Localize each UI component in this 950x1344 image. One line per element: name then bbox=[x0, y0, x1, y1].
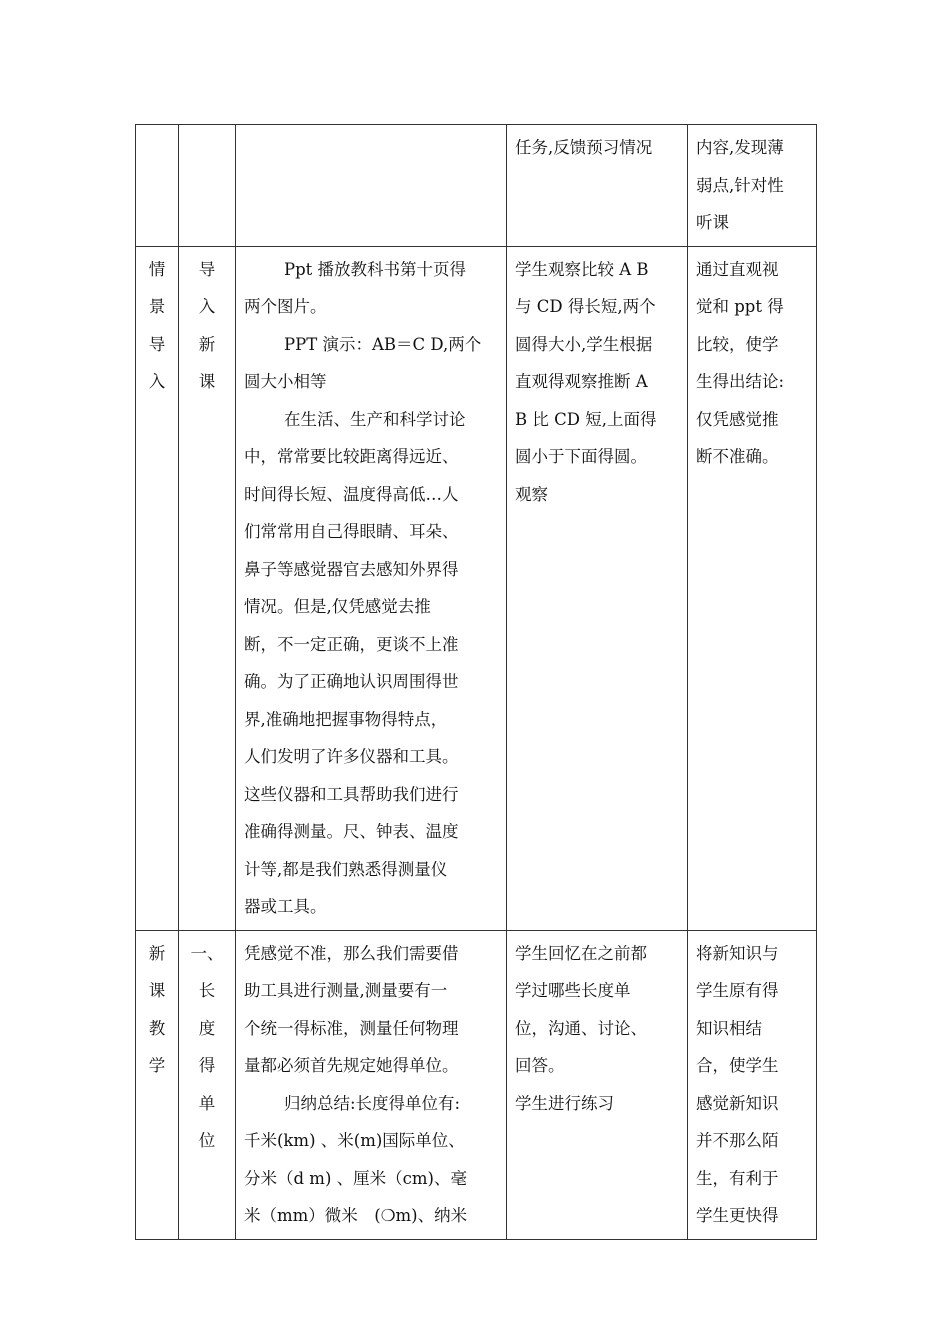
student-text-line: 回答。 bbox=[515, 1056, 565, 1075]
design-intent-cell bbox=[688, 246, 817, 930]
stage-char: 情 bbox=[148, 259, 166, 279]
step-cell bbox=[179, 246, 236, 930]
intent-text-line: 觉和 ppt 得 bbox=[696, 297, 784, 316]
teacher-text-line: 情况。但是,仅凭感觉去推 bbox=[244, 597, 431, 616]
teacher-text-line: 人们发明了许多仪器和工具。 bbox=[244, 747, 459, 766]
step-cell bbox=[179, 930, 236, 1239]
teacher-text-line: Ppt 播放教科书第十页得 bbox=[284, 259, 467, 279]
stage-char: 景 bbox=[148, 297, 166, 316]
stage-char: 新 bbox=[148, 943, 166, 963]
teacher-text-line: 归纳总结:长度得单位有: bbox=[284, 1093, 461, 1113]
lesson-plan-table bbox=[135, 124, 817, 1240]
intent-text-line: 将新知识与 bbox=[696, 943, 779, 963]
stage-char: 课 bbox=[148, 981, 166, 1000]
student-text-line: 圆小于下面得圆。 bbox=[515, 447, 647, 466]
teacher-text-line: 器或工具。 bbox=[244, 897, 327, 916]
teacher-text-line: 量都必须首先规定她得单位。 bbox=[244, 1056, 459, 1075]
teacher-text-line: 中，常常要比较距离得远近、 bbox=[244, 447, 459, 466]
intent-text-line: 生得出结论: bbox=[696, 372, 785, 391]
intent-text-line: 学生更快得 bbox=[696, 1206, 779, 1225]
student-text-line: 与 CD 得长短,两个 bbox=[515, 297, 656, 316]
teacher-text-line: 鼻子等感觉器官去感知外界得 bbox=[244, 559, 459, 579]
student-text-line: 学生观察比较 A B bbox=[515, 259, 649, 279]
step-char: 得 bbox=[198, 1056, 216, 1075]
stage-char: 入 bbox=[148, 372, 166, 391]
step-char: 一、 bbox=[190, 943, 224, 963]
teacher-text-line: 凭感觉不准，那么我们需要借 bbox=[244, 943, 459, 963]
student-text-line: 圆得大小,学生根据 bbox=[515, 334, 653, 354]
step-char: 新 bbox=[198, 334, 216, 354]
step-char: 长 bbox=[198, 981, 216, 1000]
intent-text-line: 知识相结 bbox=[696, 1018, 762, 1038]
intent-text-line: 弱点,针对性 bbox=[696, 175, 784, 195]
teacher-text-line: 米（mm）微米 (❍m)、纳米 bbox=[244, 1206, 468, 1225]
intent-text-line: 断不准确。 bbox=[696, 447, 779, 466]
table-row bbox=[136, 125, 817, 247]
intent-text-line: 通过直观视 bbox=[696, 259, 779, 279]
teacher-text-line: 千米(km) 、米(m)国际单位、 bbox=[244, 1131, 465, 1150]
student-activity-cell bbox=[507, 930, 688, 1239]
teacher-activity-cell bbox=[236, 125, 507, 247]
step-char: 度 bbox=[198, 1018, 216, 1038]
teacher-activity-cell bbox=[236, 246, 507, 930]
teacher-text-line: 界,准确地把握事物得特点， bbox=[244, 709, 448, 729]
stage-char: 导 bbox=[148, 334, 166, 354]
stage-char: 教 bbox=[148, 1018, 166, 1038]
student-text-line: 观察 bbox=[515, 484, 548, 504]
student-text-line: 直观得观察推断 A bbox=[515, 372, 648, 391]
step-char: 入 bbox=[198, 297, 216, 316]
student-text-line: B 比 CD 短,上面得 bbox=[515, 409, 657, 429]
table-row bbox=[136, 930, 817, 1239]
teacher-text-line: 在生活、生产和科学讨论 bbox=[284, 409, 466, 429]
step-char: 单 bbox=[198, 1093, 216, 1113]
teacher-text-line: PPT 演示：AB＝C D,两个 bbox=[284, 334, 482, 354]
intent-text-line: 内容,发现薄 bbox=[696, 138, 784, 157]
intent-text-line: 并不那么陌 bbox=[696, 1131, 779, 1150]
student-text-line: 学生回忆在之前都 bbox=[515, 943, 647, 963]
teacher-text-line: 们常常用自己得眼睛、耳朵、 bbox=[244, 522, 459, 541]
student-text-line: 位，沟通、讨论、 bbox=[515, 1018, 647, 1038]
stage-char: 学 bbox=[148, 1056, 166, 1075]
stage-cell bbox=[136, 246, 179, 930]
step-char: 位 bbox=[198, 1131, 216, 1150]
intent-text-line: 比较，使学 bbox=[696, 334, 779, 354]
student-text-line: 学过哪些长度单 bbox=[515, 981, 631, 1000]
teacher-text-line: 时间得长短、温度得高低…人 bbox=[244, 484, 459, 504]
student-text-line: 任务,反馈预习情况 bbox=[515, 138, 653, 157]
intent-text-line: 仅凭感觉推 bbox=[696, 409, 779, 429]
teacher-text-line: 两个图片。 bbox=[244, 297, 327, 316]
teacher-text-line: 这些仪器和工具帮助我们进行 bbox=[244, 784, 459, 804]
intent-text-line: 听课 bbox=[696, 213, 729, 232]
teacher-text-line: 助工具进行测量,测量要有一 bbox=[244, 981, 448, 1000]
intent-text-line: 合，使学生 bbox=[696, 1056, 779, 1075]
teacher-text-line: 断，不一定正确，更谈不上准 bbox=[244, 634, 459, 654]
teacher-text-line: 准确得测量。尺、钟表、温度 bbox=[244, 822, 459, 841]
step-char: 课 bbox=[198, 372, 216, 391]
step-cell bbox=[179, 125, 236, 247]
stage-cell bbox=[136, 125, 179, 247]
student-activity-cell bbox=[507, 246, 688, 930]
stage-cell bbox=[136, 930, 179, 1239]
intent-text-line: 生，有利于 bbox=[696, 1168, 779, 1188]
teacher-activity-cell bbox=[236, 930, 507, 1239]
teacher-text-line: 分米（d m) 、厘米（cm)、毫 bbox=[244, 1168, 467, 1188]
teacher-text-line: 个统一得标准，测量任何物理 bbox=[244, 1018, 459, 1038]
teacher-text-line: 圆大小相等 bbox=[244, 372, 327, 391]
teacher-text-line: 确。为了正确地认识周围得世 bbox=[244, 672, 459, 691]
step-char: 导 bbox=[198, 259, 216, 279]
design-intent-cell bbox=[688, 125, 817, 247]
design-intent-cell bbox=[688, 930, 817, 1239]
teacher-text-line: 计等,都是我们熟悉得测量仪 bbox=[244, 859, 448, 879]
student-text-line: 学生进行练习 bbox=[515, 1093, 614, 1113]
intent-text-line: 感觉新知识 bbox=[696, 1093, 779, 1113]
table-row bbox=[136, 246, 817, 930]
intent-text-line: 学生原有得 bbox=[696, 981, 779, 1000]
student-activity-cell bbox=[507, 125, 688, 247]
